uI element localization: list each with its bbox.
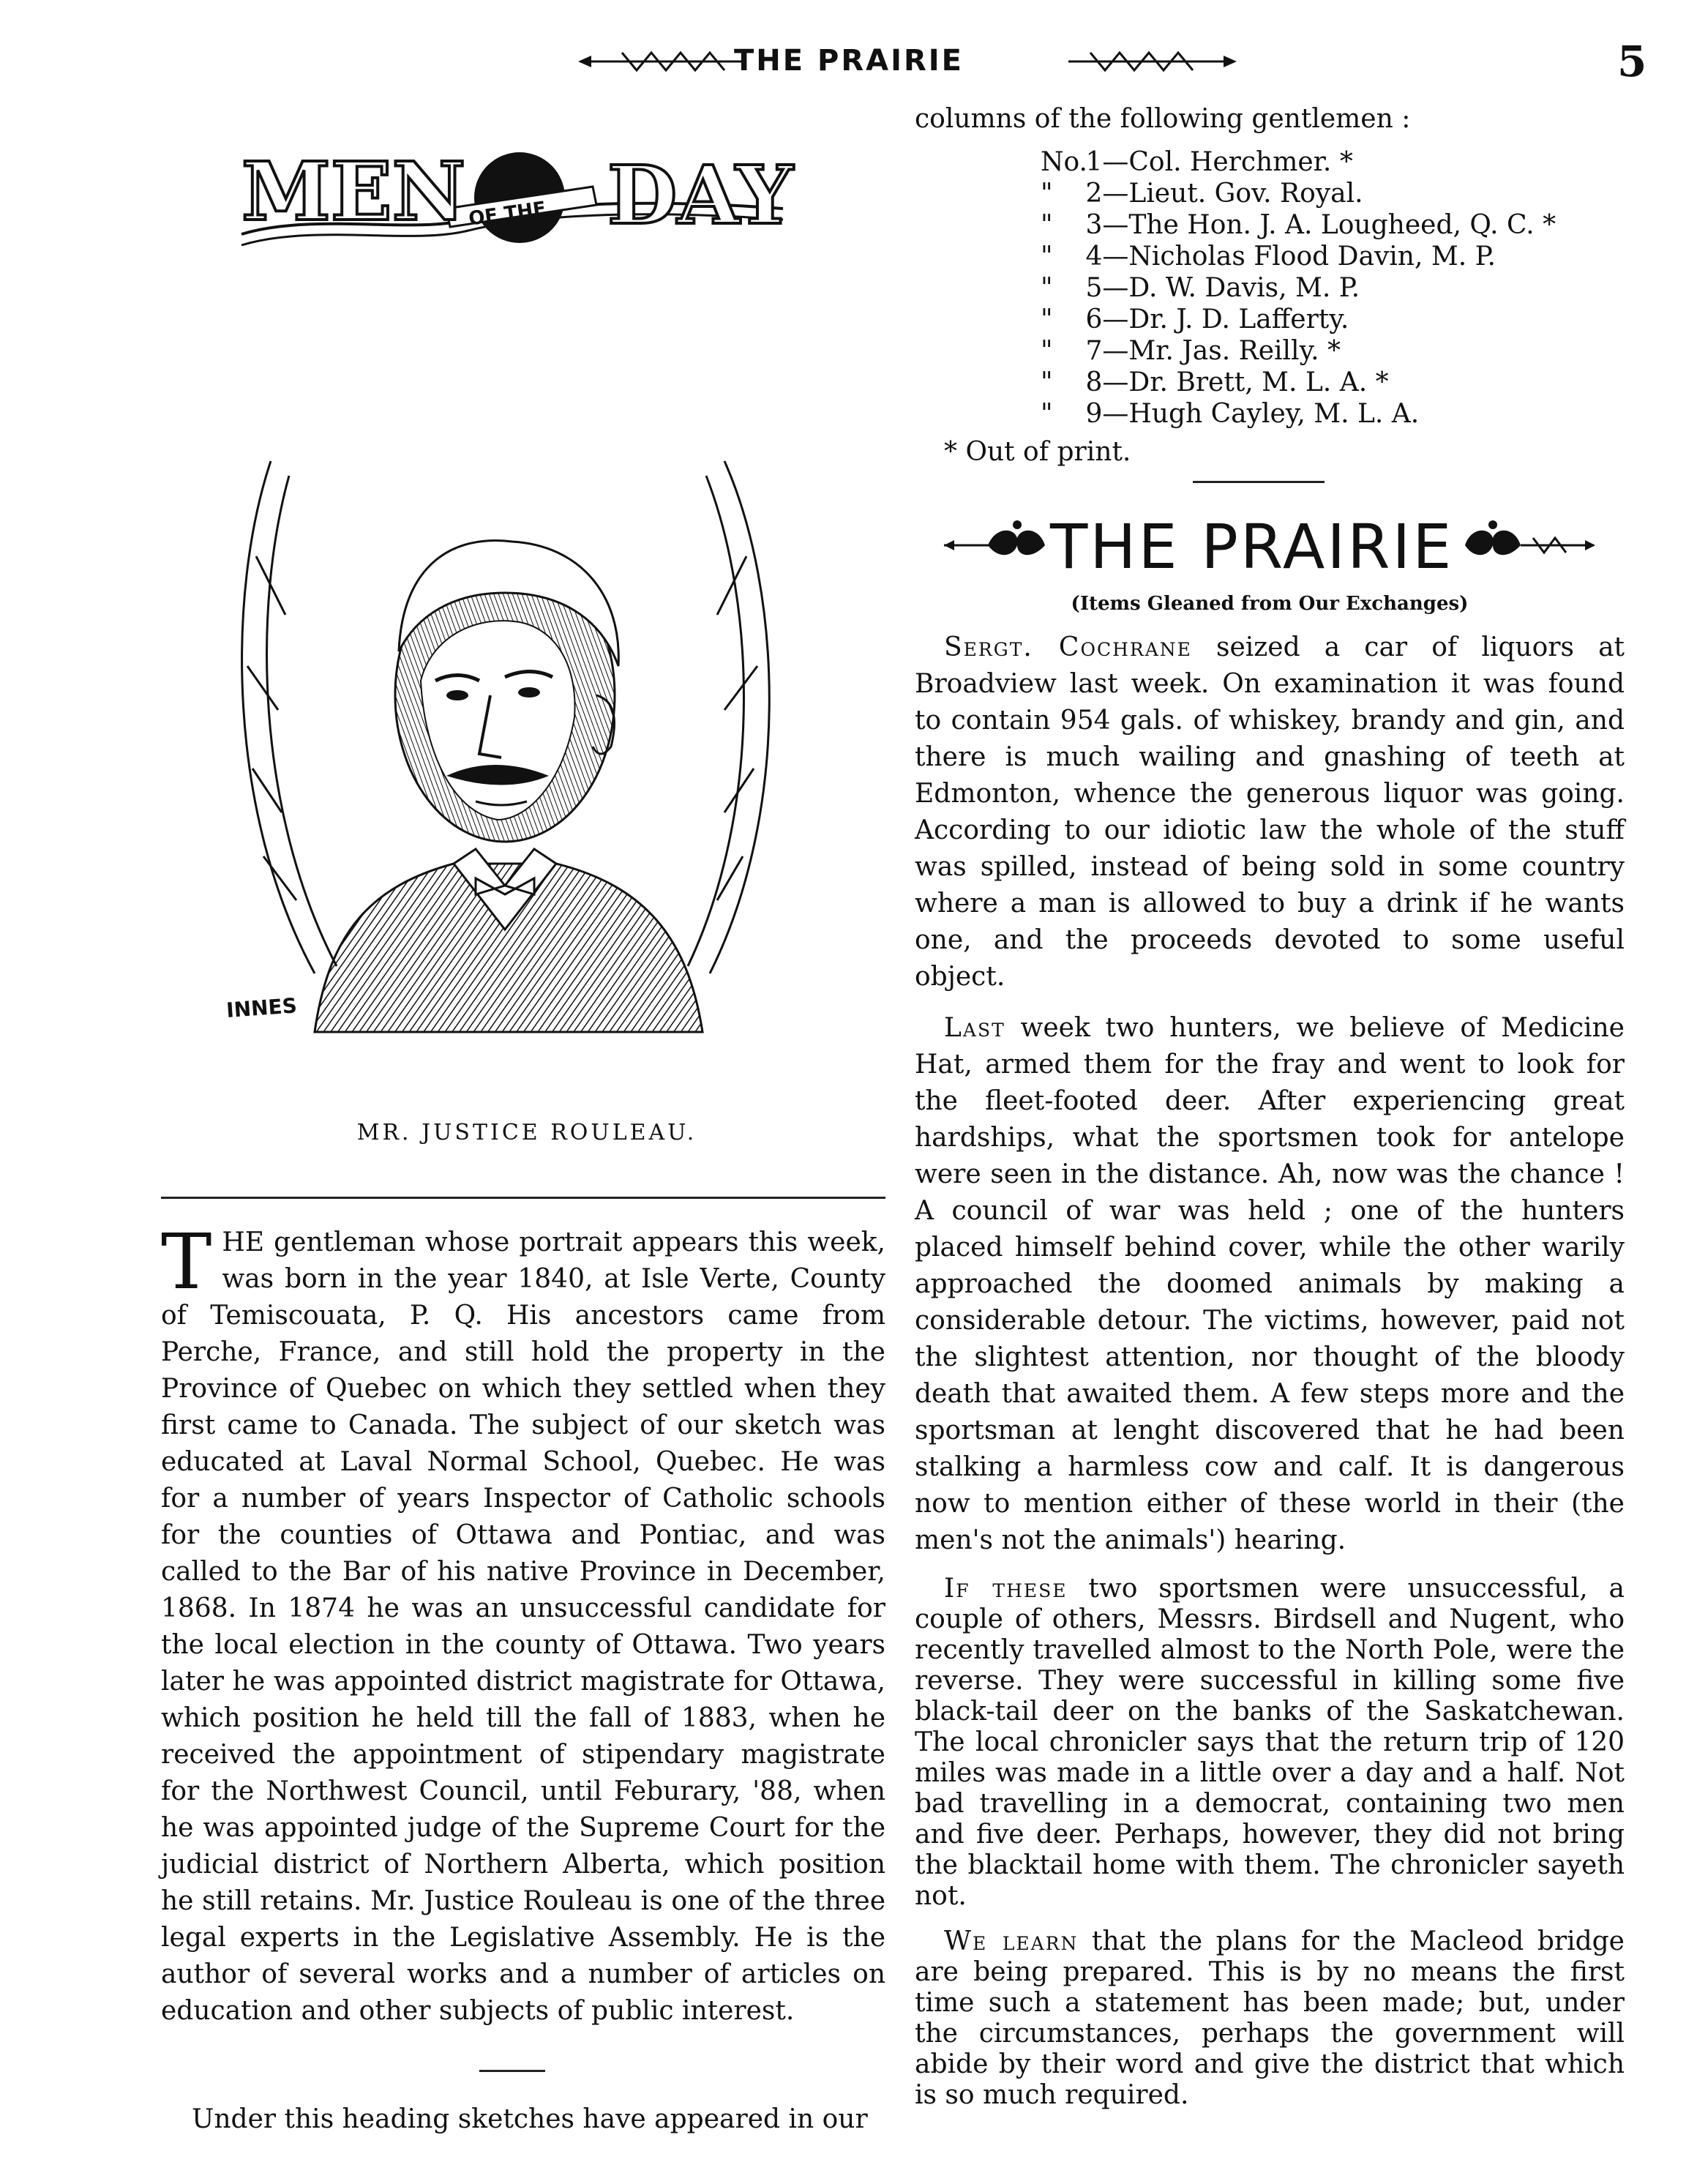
series-intro-continuation: columns of the following gentlemen : — [915, 104, 1411, 134]
running-header — [0, 37, 1697, 86]
list-item: " 5—D. W. Davis, M. P. — [1041, 273, 1360, 303]
artist-signature: INNES — [225, 993, 298, 1022]
list-item: " 3—The Hon. J. A. Lougheed, Q. C. * — [1041, 210, 1556, 240]
fleuron-right-icon — [1464, 516, 1595, 567]
prairie-section-heading — [907, 505, 1632, 586]
header-ornament-right-icon — [1061, 47, 1237, 76]
portrait-engraving — [212, 373, 798, 1054]
series-intro-start: Under this heading sketches have appeared in our — [192, 2104, 868, 2134]
drop-cap: T — [161, 1217, 212, 1306]
right-column — [907, 104, 1632, 2111]
section-divider — [161, 1197, 885, 1199]
heading-men: MEN — [241, 144, 466, 239]
heading-day: DAY — [607, 148, 793, 242]
list-item: No. 1—Col. Herchmer. * — [1041, 147, 1353, 177]
out-of-print-note: * Out of print. — [944, 437, 1131, 467]
list-item: " 6—Dr. J. D. Lafferty. — [1041, 304, 1349, 334]
list-item: " 4—Nicholas Flood Davin, M. P. — [1041, 242, 1496, 272]
running-title: THE PRAIRIE — [734, 44, 964, 78]
list-item: " 8—Dr. Brett, M. L. A. * — [1041, 367, 1389, 397]
section-divider — [1193, 481, 1325, 483]
list-item: " 9—Hugh Cayley, M. L. A. — [1041, 399, 1420, 429]
page-number: 5 — [1617, 37, 1647, 86]
news-item: We learn that the plans for the Macleod bridge are being prepared. This is by no means the first time such a statement has been made; but, under the circumstances, perhaps the government will abide by their word and give the district that which is so much required. — [915, 1926, 1625, 2110]
heading-of-the: OF THE — [467, 198, 547, 231]
men-of-the-day-heading — [227, 124, 798, 271]
news-item: Sergt. Cochrane seized a car of liquors at Broadview last week. On examination it was found to contain 954 gals. of whiskey, brandy and gin, and there is much wailing and gnashing of teeth at Edmonton, whence the generous liquor was going. According to our idiotic law the whole of the stuff was spilled, instead of being sold in some country where a man is allowed to buy a drink if he wants one, and the proceeds devoted to some useful object. — [915, 632, 1625, 992]
biography-paragraph — [146, 1217, 885, 2030]
prairie-section-title: THE PRAIRIE — [1050, 511, 1454, 583]
fleuron-left-icon — [944, 516, 1046, 567]
news-item: If these two sportsmen were unsuccessful, a couple of others, Messrs. Birdsell and Nugent, who recently travelled almost to the North Pole, were the reverse. They were successful in killing some five black-tail deer on the banks of the Saskatchewan. The local chronicler says that the return trip of 120 miles was made in a little over a day and a half. Not bad travelling in a democrat, containing two men and five deer. Perhaps, however, they did not bring the blacktail home with them. The chronicler sayeth not. — [915, 1574, 1625, 1911]
portrait-caption: MR. JUSTICE ROULEAU. — [356, 1120, 697, 1145]
short-divider — [479, 2070, 545, 2072]
biography-text: HE gentleman whose portrait appears this week, was born in the year 1840, at Isle Verte, County of Temiscouata, P. Q. His ancestors came from Perche, France, and still hold the property in the Province of Quebec on which they settled when they first came to Canada. The subject of our sketch was educated at Laval Normal School, Quebec. He was for a number of years Inspector of Catholic schools for the counties of Ottawa and Pontiac, and was called to the Bar of his native Province in December, 1868. In 1874 he was an unsuccessful candidate for the local election in the county of Ottawa. Two years later he was appointed district magistrate for Ottawa, which position he held till the fall of 1883, when he received the appointment of stipendary magistrate for the Northwest Council, until Feburary, '88, when he was appointed judge of the Supreme Court for the judicial district of Northern Alberta, which position he still retains. Mr. Justice Rouleau is one of the three legal experts in the Legislative Assembly. He is the author of several works and a number of articles on education and other subjects of public interest. — [161, 1227, 885, 2026]
men-of-the-day-banner-icon — [227, 124, 798, 271]
previous-sketches-list — [907, 146, 1632, 430]
news-item: Last week two hunters, we believe of Medicine Hat, armed them for the fray and went to look for the fleet-footed deer. After experiencing great hardships, what the sportsmen took for antelope were seen in the distance. Ah, now was the chance ! A council of war was held ; one of the hunters placed himself behind cover, while the other warily approached the doomed animals by making a considerable detour. The victims, however, paid not the slightest attention, nor thought of the bloody death that awaited them. A few steps more and the sportsman at lenght discovered that he had been stalking a harmless cow and calf. It is dangerous now to mention either of these world in their (the men's not the animals') hearing. — [915, 1013, 1625, 1555]
prairie-section-subtitle: (Items Gleaned from Our Exchanges) — [1071, 593, 1469, 615]
left-column — [146, 110, 885, 2138]
portrait-rouleau-icon — [212, 373, 798, 1054]
list-item: " 7—Mr. Jas. Reilly. * — [1041, 336, 1341, 366]
list-item: " 2—Lieut. Gov. Royal. — [1041, 179, 1363, 209]
